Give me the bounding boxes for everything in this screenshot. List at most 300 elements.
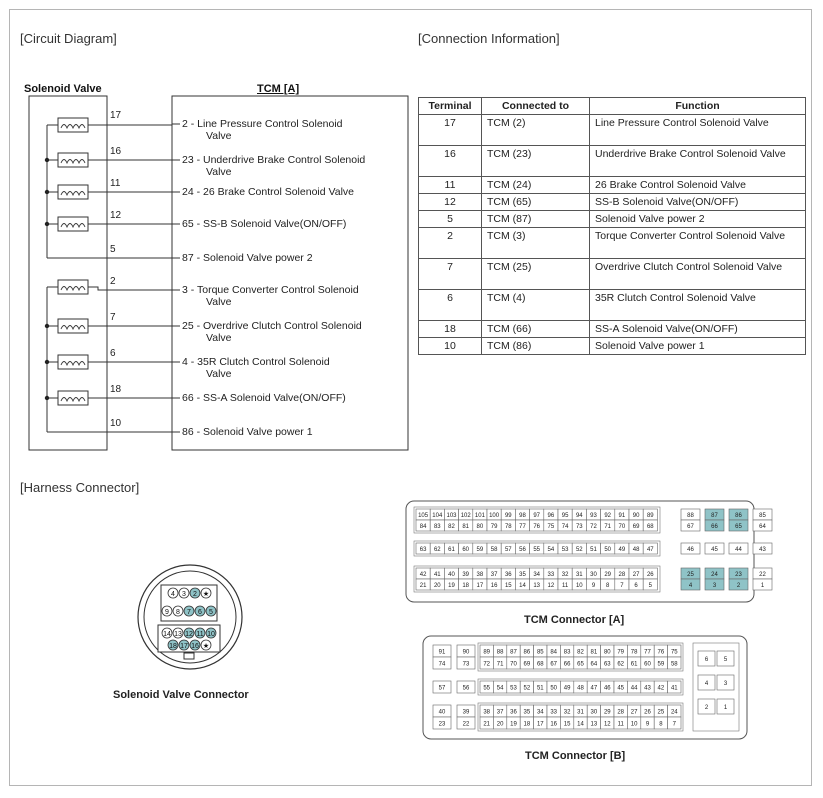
connector-pin <box>480 705 493 717</box>
solenoid-coil <box>47 118 88 132</box>
pin-label: 85 <box>759 512 766 519</box>
pin-label: 8 <box>606 582 610 589</box>
table-row <box>419 177 806 194</box>
tcm-pin-description <box>182 426 407 438</box>
connected-to-cell: TCM (23) <box>482 146 590 177</box>
connector-pin <box>530 543 544 554</box>
terminal-cell: 12 <box>419 194 482 211</box>
solenoid-connector-pin <box>195 628 205 638</box>
pin-label: 1 <box>723 704 728 711</box>
connector-pin <box>643 520 657 531</box>
connector-pin <box>430 579 444 590</box>
connector-pin <box>433 717 451 729</box>
connector-pin <box>681 568 700 579</box>
solenoid-connector-pin <box>206 628 216 638</box>
connector-pin <box>547 705 560 717</box>
pin-label: 62 <box>433 546 441 553</box>
pin-label: 21 <box>419 582 427 589</box>
pin-label: 37 <box>490 571 498 578</box>
pin-label: 29 <box>604 571 612 578</box>
solenoid-connector-pin <box>184 628 194 638</box>
pin-label: 87 <box>711 512 718 519</box>
signal-wire <box>88 287 172 290</box>
tcm-pin-description <box>182 356 407 380</box>
tcm-pin-label: 86 - Solenoid Valve power 1 <box>182 426 313 438</box>
pin-label: 63 <box>603 661 611 668</box>
connector-pin <box>729 509 748 520</box>
connector-pin <box>459 568 473 579</box>
wire-number-11: 11 <box>110 178 121 189</box>
connector-pin <box>698 675 715 690</box>
connector-pin <box>627 705 640 717</box>
pin-label: 4 <box>704 680 709 687</box>
pin-label: 56 <box>519 546 526 553</box>
pin-label: 13 <box>533 582 541 589</box>
pin-label: 65 <box>735 523 742 530</box>
connector-pin <box>507 657 520 669</box>
connector-pin <box>560 657 573 669</box>
harness-connector-title: [Harness Connector] <box>20 480 140 495</box>
connector-pin <box>480 657 493 669</box>
connector-pin <box>487 509 501 520</box>
connector-pin <box>459 509 473 520</box>
terminal-cell: 7 <box>419 259 482 290</box>
pin-label: 68 <box>536 661 544 668</box>
pin-label: 79 <box>490 523 498 530</box>
connector-pin <box>643 568 657 579</box>
connector-pin <box>530 520 544 531</box>
tcm-pin-label-cont: Valve <box>206 332 232 344</box>
terminal-cell: 6 <box>419 290 482 321</box>
pin-label: 6 <box>634 582 638 589</box>
pin-label: 81 <box>590 649 598 656</box>
connector-pin <box>480 717 493 729</box>
connector-pin <box>433 645 451 657</box>
connected-to-cell: TCM (4) <box>482 290 590 321</box>
connector-pin <box>416 568 430 579</box>
connector-pin <box>430 543 444 554</box>
pin-label: 34 <box>533 571 541 578</box>
solenoid-connector-caption: Solenoid Valve Connector <box>113 689 249 701</box>
connector-pin <box>493 681 506 693</box>
pin-label: 66 <box>563 661 571 668</box>
connector-pin <box>430 509 444 520</box>
connector-pin <box>654 657 667 669</box>
connector-pin <box>473 568 487 579</box>
connector-pin <box>544 509 558 520</box>
function-cell: 26 Brake Control Solenoid Valve <box>590 177 806 194</box>
connector-pin <box>641 681 654 693</box>
pin-label: 54 <box>547 546 555 553</box>
pin-label: 45 <box>617 685 625 692</box>
header-connected-to: Connected to <box>482 98 590 115</box>
pin-label: 67 <box>687 523 694 530</box>
pin-label: 35 <box>523 709 531 716</box>
pin-label: 40 <box>448 571 455 578</box>
connector-pin <box>614 657 627 669</box>
connector-pin <box>753 509 772 520</box>
connected-to-cell: TCM (86) <box>482 338 590 355</box>
connector-pin <box>654 681 667 693</box>
pin-label: 13 <box>590 721 598 728</box>
pin-label: 57 <box>504 546 512 553</box>
tcm-pin-label: 24 - 26 Brake Control Solenoid Valve <box>182 186 354 198</box>
pin-label: 16 <box>490 582 498 589</box>
connector-pin <box>681 509 700 520</box>
pin-label: 30 <box>590 709 598 716</box>
pin-label: 18 <box>169 643 177 650</box>
pin-label: 32 <box>563 709 571 716</box>
pin-label: 1 <box>760 582 765 589</box>
table-row <box>419 146 806 177</box>
connector-pin <box>705 543 724 554</box>
function-cell: 35R Clutch Control Solenoid Valve <box>590 290 806 321</box>
terminal-cell: 11 <box>419 177 482 194</box>
connector-pin <box>493 645 506 657</box>
wire-number-12: 12 <box>110 210 122 221</box>
connector-pin <box>544 579 558 590</box>
pin-label: 33 <box>550 709 558 716</box>
tcm-pin-label: 3 - Torque Converter Control Solenoid <box>182 284 359 296</box>
solenoid-connector-pin <box>162 606 172 616</box>
wire-number-6: 6 <box>110 348 116 359</box>
tcm-pin-description <box>182 392 407 404</box>
connector-pin <box>572 579 586 590</box>
pin-label: 86 <box>523 649 531 656</box>
solenoid-connector-pin <box>190 588 200 598</box>
connector-pin <box>547 717 560 729</box>
pin-label: 103 <box>446 512 457 519</box>
pin-label: 17 <box>536 721 544 728</box>
connector-pin <box>717 675 734 690</box>
pin-label: 90 <box>462 649 470 656</box>
pin-label: 69 <box>523 661 531 668</box>
tcm-pin-label-cont: Valve <box>206 296 232 308</box>
connector-pin <box>457 657 475 669</box>
connector-pin <box>534 645 547 657</box>
connector-pin <box>560 717 573 729</box>
pin-label: 40 <box>438 709 446 716</box>
connector-pin <box>668 681 681 693</box>
solenoid-coil <box>45 355 88 369</box>
pin-label: 91 <box>438 649 446 656</box>
connector-pin <box>629 509 643 520</box>
connector-pin <box>572 568 586 579</box>
connector-pin <box>574 705 587 717</box>
connector-pin <box>654 717 667 729</box>
connector-pin <box>547 681 560 693</box>
header-function: Function <box>590 98 806 115</box>
pin-label: 71 <box>496 661 504 668</box>
pin-label: 98 <box>519 512 526 519</box>
pin-label: 64 <box>759 523 766 530</box>
pin-label: 15 <box>504 582 512 589</box>
pin-label: 89 <box>646 512 654 519</box>
pin-label: 50 <box>550 685 558 692</box>
wire-number-16: 16 <box>110 146 122 157</box>
connector-pin <box>614 705 627 717</box>
pin-label: 18 <box>523 721 531 728</box>
pin-label: 27 <box>630 709 638 716</box>
pin-label: 49 <box>618 546 626 553</box>
pin-label: 72 <box>590 523 597 530</box>
pin-label: 77 <box>519 523 526 530</box>
pin-label: 94 <box>575 512 583 519</box>
pin-label: 63 <box>419 546 427 553</box>
pin-label: 77 <box>644 649 651 656</box>
connector-pin <box>587 681 600 693</box>
pin-label: 14 <box>163 631 171 638</box>
solenoid-connector-pin <box>206 606 216 616</box>
function-cell: Solenoid Valve power 1 <box>590 338 806 355</box>
pin-label: 52 <box>575 546 583 553</box>
function-cell: SS-A Solenoid Valve(ON/OFF) <box>590 321 806 338</box>
connector-pin <box>520 705 533 717</box>
pin-label: 72 <box>483 661 491 668</box>
connector-pin <box>558 509 572 520</box>
connector-pin <box>572 520 586 531</box>
pin-label: 75 <box>547 523 555 530</box>
solenoid-connector-pin <box>201 640 211 650</box>
connector-pin <box>615 520 629 531</box>
pin-label: 101 <box>474 512 485 519</box>
pin-label: 55 <box>483 685 491 692</box>
pin-label: 88 <box>496 649 504 656</box>
connector-pin <box>507 705 520 717</box>
pin-label: 3 <box>712 582 717 589</box>
pin-label: 82 <box>448 523 455 530</box>
connector-pin <box>493 705 506 717</box>
pin-label: 2 <box>193 591 197 598</box>
pin-label: 41 <box>670 685 678 692</box>
connector-pin <box>729 579 748 590</box>
tcm-pin-description <box>182 284 407 308</box>
connector-pin <box>574 681 587 693</box>
tcm-connector-b <box>419 633 751 743</box>
connector-pin <box>530 568 544 579</box>
pin-label: 79 <box>617 649 625 656</box>
pin-label: 59 <box>657 661 665 668</box>
pin-label: 31 <box>577 709 584 716</box>
connector-pin <box>433 705 451 717</box>
pin-label: 23 <box>438 721 446 728</box>
pin-label: 44 <box>630 685 638 692</box>
pin-label: 80 <box>476 523 484 530</box>
circuit-diagram-title: [Circuit Diagram] <box>20 31 117 46</box>
pin-label: 80 <box>603 649 611 656</box>
tcm-pin-label-cont: Valve <box>206 130 232 142</box>
pin-label: 97 <box>533 512 541 519</box>
pin-label: ★ <box>202 643 210 650</box>
solenoid-connector-pin <box>173 606 183 616</box>
function-cell: Overdrive Clutch Control Solenoid Valve <box>590 259 806 290</box>
connector-pin <box>629 543 643 554</box>
connector-pin <box>501 543 515 554</box>
solenoid-connector-pin <box>190 640 200 650</box>
tcm-pin-label: 66 - SS-A Solenoid Valve(ON/OFF) <box>182 392 346 404</box>
connector-pin <box>444 568 458 579</box>
connector-pin <box>501 509 515 520</box>
tcm-connector-b-caption: TCM Connector [B] <box>525 750 626 762</box>
pin-label: 76 <box>533 523 541 530</box>
solenoid-coil <box>45 319 88 333</box>
connector-pin <box>615 579 629 590</box>
wire-number-10: 10 <box>110 418 122 429</box>
connector-pin <box>444 520 458 531</box>
terminal-cell: 16 <box>419 146 482 177</box>
pin-label: 61 <box>630 661 638 668</box>
pin-label: 26 <box>646 571 654 578</box>
pin-label: 17 <box>180 643 188 650</box>
pin-label: 41 <box>433 571 441 578</box>
connector-pin <box>614 717 627 729</box>
connected-to-cell: TCM (3) <box>482 228 590 259</box>
wire-number-7: 7 <box>110 312 116 323</box>
connector-pin <box>641 705 654 717</box>
function-cell: Underdrive Brake Control Solenoid Valve <box>590 146 806 177</box>
pin-label: 24 <box>670 709 678 716</box>
connector-pin <box>668 657 681 669</box>
pin-label: 8 <box>659 721 663 728</box>
solenoid-valve-header: Solenoid Valve <box>24 83 102 95</box>
pin-label: 38 <box>476 571 484 578</box>
pin-label: 84 <box>419 523 427 530</box>
connector-pin <box>587 645 600 657</box>
pin-label: 58 <box>670 661 678 668</box>
connector-pin <box>668 645 681 657</box>
connector-pin <box>586 568 600 579</box>
pin-label: 25 <box>657 709 665 716</box>
tcm-pin-description <box>182 186 407 198</box>
pin-label: 62 <box>617 661 625 668</box>
connector-pin <box>574 717 587 729</box>
connector-pin <box>444 579 458 590</box>
connector-pin <box>515 579 529 590</box>
connected-to-cell: TCM (25) <box>482 259 590 290</box>
connector-pin <box>629 579 643 590</box>
pin-label: 12 <box>603 721 611 728</box>
connector-pin <box>558 520 572 531</box>
connector-pin <box>416 520 430 531</box>
pin-label: 78 <box>504 523 512 530</box>
connector-pin <box>705 520 724 531</box>
pin-label: 14 <box>519 582 526 589</box>
wire-number-17: 17 <box>110 110 122 121</box>
pin-label: 38 <box>483 709 491 716</box>
connector-pin <box>501 568 515 579</box>
pin-label: 48 <box>632 546 640 553</box>
pin-label: 42 <box>419 571 427 578</box>
pin-label: 44 <box>735 546 742 553</box>
connector-pin <box>433 657 451 669</box>
connector-pin <box>717 651 734 666</box>
connector-pin <box>416 579 430 590</box>
pin-label: 22 <box>759 571 766 578</box>
pin-label: 60 <box>644 661 651 668</box>
pin-label: 5 <box>209 609 213 616</box>
pin-label: 86 <box>735 512 742 519</box>
connector-pin <box>480 645 493 657</box>
connector-pin <box>643 509 657 520</box>
connector-pin <box>681 543 700 554</box>
pin-label: 9 <box>165 609 169 616</box>
pin-label: 47 <box>590 685 598 692</box>
connector-pin <box>601 543 615 554</box>
connector-pin <box>572 543 586 554</box>
pin-label: 11 <box>561 582 569 589</box>
connector-pin <box>601 509 615 520</box>
table-row <box>419 259 806 290</box>
connector-pin <box>587 657 600 669</box>
pin-label: 100 <box>489 512 500 519</box>
pin-label: 42 <box>657 685 665 692</box>
connector-pin <box>601 579 615 590</box>
connector-pin <box>444 509 458 520</box>
pin-label: ★ <box>202 591 210 598</box>
pin-label: 2 <box>704 704 709 711</box>
pin-label: 104 <box>432 512 443 519</box>
pin-label: 48 <box>577 685 584 692</box>
terminal-cell: 2 <box>419 228 482 259</box>
table-row <box>419 211 806 228</box>
terminal-cell: 18 <box>419 321 482 338</box>
pin-label: 16 <box>191 643 199 650</box>
pin-label: 7 <box>620 582 624 589</box>
connector-pin <box>544 520 558 531</box>
tcm-pin-label: 87 - Solenoid Valve power 2 <box>182 252 313 264</box>
connector-pin <box>534 705 547 717</box>
tcm-pin-description <box>182 154 407 178</box>
pin-label: 51 <box>590 546 597 553</box>
connector-pin <box>473 543 487 554</box>
pin-label: 10 <box>207 631 215 638</box>
connector-pin <box>507 717 520 729</box>
solenoid-coil <box>45 153 88 167</box>
connector-pin <box>601 705 614 717</box>
connector-pin <box>520 657 533 669</box>
pin-label: 19 <box>510 721 517 728</box>
connector-pin <box>681 579 700 590</box>
connector-pin <box>520 717 533 729</box>
table-row <box>419 228 806 259</box>
function-cell: Torque Converter Control Solenoid Valve <box>590 228 806 259</box>
solenoid-connector-pin <box>162 628 172 638</box>
connector-pin <box>473 579 487 590</box>
connector-pin <box>487 568 501 579</box>
pin-label: 36 <box>504 571 512 578</box>
connector-pin <box>459 579 473 590</box>
pin-label: 32 <box>561 571 569 578</box>
solenoid-valve-connector <box>125 555 255 680</box>
pin-label: 15 <box>563 721 571 728</box>
pin-label: 89 <box>483 649 491 656</box>
pin-label: 85 <box>536 649 544 656</box>
tcm-pin-label: 23 - Underdrive Brake Control Solenoid <box>182 154 366 166</box>
connector-pin <box>457 645 475 657</box>
solenoid-coil <box>45 391 88 405</box>
connector-pin <box>601 717 614 729</box>
pin-label: 64 <box>590 661 598 668</box>
pin-label: 10 <box>630 721 638 728</box>
connector-pin <box>668 717 681 729</box>
pin-label: 18 <box>462 582 470 589</box>
pin-label: 46 <box>687 546 694 553</box>
connector-pin <box>530 579 544 590</box>
connector-pin <box>729 568 748 579</box>
pin-label: 88 <box>687 512 694 519</box>
connector-pin <box>753 568 772 579</box>
connector-pin <box>558 543 572 554</box>
